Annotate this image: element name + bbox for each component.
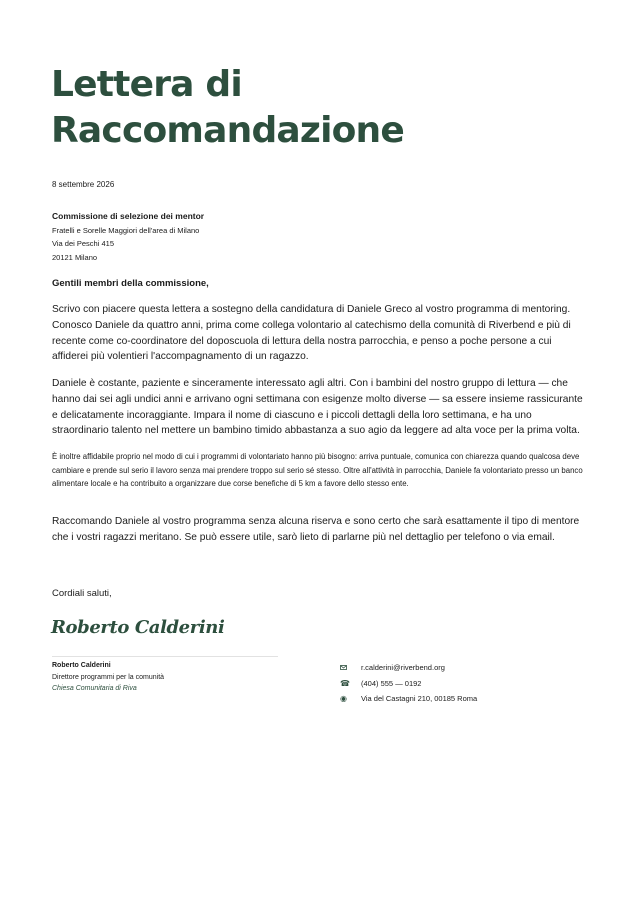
body-paragraph-2: Daniele è costante, paziente e sinceramente interessato agli altri. Con i bambini del nostro gruppo di lettura — che hanno dai sei agli undici anni e arrivano ogni settimana con esigenze molto diverse — sa essere insieme rassicurante e delicatamente incoraggiante. Impara il nome di ciascuno e i piccoli dettagli della loro settimana, e ha uno straordinario talento nel mettere un bambino timido abbastanza a suo agio da leggere ad alta voce per la prima volta. [52,378,583,437]
sender-organization: Chiesa Comunitaria di Riva [52,685,137,692]
contact-email[interactable]: r.calderini@riverbend.org [361,663,445,673]
body-paragraph-1: Scrivo con piacere questa lettera a sostegno della candidatura di Daniele Greco al vostro programma di mentoring. Conosco Daniele da quattro anni, prima come collega volontario al catechismo della comunità di Riverbend e più di recente come co-coordinatore del doposcuola di lettura della nostra parrocchia, e penso a poche persone a cui affiderei più volentieri l'accompagnamento di un ragazzo. [52,304,571,363]
salutation: Gentili membri della commissione, [52,278,209,289]
envelope-icon [340,665,361,670]
body-paragraph-3: È inoltre affidabile proprio nel modo di cui i programmi di volontariato hanno più bisogno: arriva puntuale, comunica con chiarezza quando qualcosa deve cambiare e prende sul serio il lavoro senza mai prendere troppo sul serio sé stesso. Oltre all'attività in parrocchia, Daniele fa volontariato presso un banco alimentare locale e ha contribuito a organizzare due corse benefiche di 5 km a favore dello stesso ente. [52,452,583,488]
letter-date: 8 settembre 2026 [52,180,115,189]
contact-email-row [340,660,477,676]
contact-address-row [340,691,477,707]
body-paragraph-4: Raccomando Daniele al vostro programma senza alcuna riserva e sono certo che sarà esattamente il tipo di mentore che i vostri ragazzi meritano. Se può essere utile, sarò lieto di parlarne più nel dettaglio per telefono o via email. [52,516,580,543]
sender-block [52,660,164,695]
signature-divider [52,656,278,657]
contact-phone[interactable]: (404) 555 — 0192 [361,678,422,688]
letter-title: Lettera di Raccomandazione [51,64,404,151]
recipient-city: 20121 Milano [52,252,98,262]
contact-address: Via del Castagni 210, 00185 Roma [361,694,478,704]
recipient-line: Fratelli e Sorelle Maggiori dell'area di Milano [52,225,200,235]
contact-phone-row [340,676,477,692]
contact-block [340,660,477,707]
sender-name: Roberto Calderini [52,662,111,669]
recipient-block [52,210,204,264]
recipient-street: Via dei Peschi 415 [52,239,114,248]
phone-icon: ☎ [340,678,350,688]
location-pin-icon: ◉ [340,694,347,704]
sender-role: Direttore programmi per la comunità [52,673,165,681]
closing: Cordiali saluti, [52,588,112,599]
signature: Roberto Calderini [51,617,225,638]
recipient-organization: Commissione di selezione dei mentor [52,211,205,221]
